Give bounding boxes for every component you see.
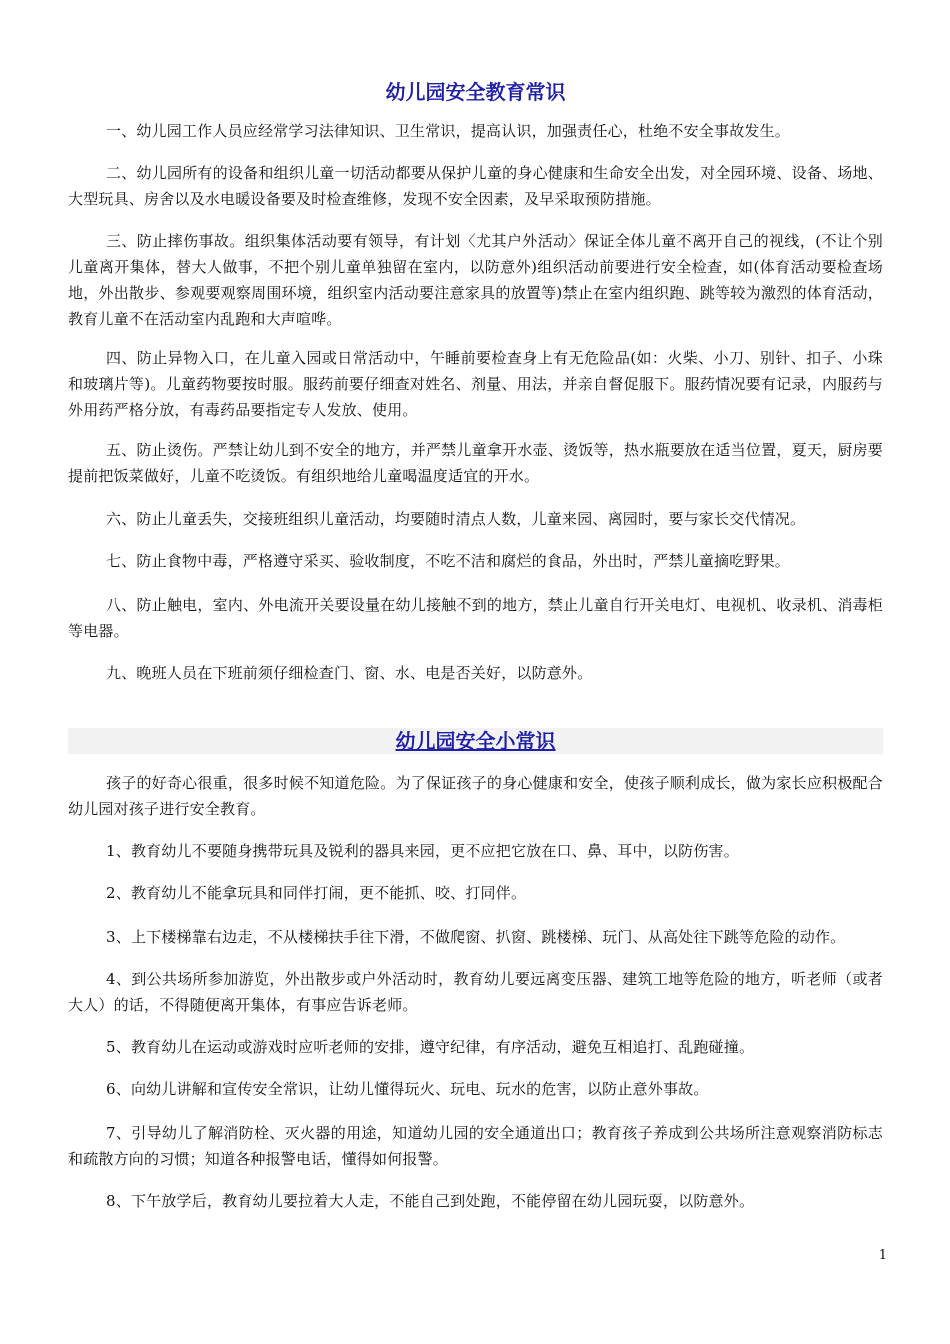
- section1-title: 幼儿园安全教育常识: [385, 80, 566, 104]
- section1-paragraph-8: 八、防止触电，室内、外电流开关要设量在幼儿接触不到的地方，禁止儿童自行开关电灯、电视机、收录机、消毒柜等电器。: [68, 596, 883, 640]
- section1-paragraph-5: 五、防止烫伤。严禁让幼儿到不安全的地方，并严禁儿童拿开水壶、烫饭等，热水瓶要放在适当位置，夏天，厨房要提前把饭菜做好，儿童不吃烫饭。有组织地给儿童喝温度适宜的开水。: [68, 441, 883, 485]
- section1-paragraph-1: 一、幼儿园工作人员应经常学习法律知识、卫生常识，提高认识，加强责任心，杜绝不安全事故发生。: [106, 122, 791, 140]
- section1-paragraph-2: 二、幼儿园所有的设备和组织儿童一切活动都要从保护儿童的身心健康和生命安全出发，对全园环境、设备、场地、大型玩具、房舍以及水电暖设备要及时检查维修，发现不安全因素，及早采取预防措施。: [68, 164, 883, 208]
- section2-paragraph-7: 7、引导幼儿了解消防栓、灭火器的用途，知道幼儿园的安全通道出口；教育孩子养成到公共场所注意观察消防标志和疏散方向的习惯；知道各种报警电话，懂得如何报警。: [68, 1124, 883, 1168]
- section2-paragraph-3: 3、上下楼梯靠右边走，不从楼梯扶手往下滑，不做爬窗、扒窗、跳楼梯、玩门、从高处往下跳等危险的动作。: [106, 928, 846, 946]
- section2-paragraph-1: 1、教育幼儿不要随身携带玩具及锐利的器具来园，更不应把它放在口、鼻、耳中，以防伤害。: [106, 842, 739, 860]
- section2-paragraph-2: 2、教育幼儿不能拿玩具和同伴打闹，更不能抓、咬、打同伴。: [106, 884, 527, 902]
- page-number: 1: [878, 1248, 887, 1263]
- section1-paragraph-7: 七、防止食物中毒，严格遵守采买、验收制度，不吃不洁和腐烂的食品，外出时，严禁儿童摘吃野果。: [106, 552, 791, 570]
- section1-paragraph-9: 九、晚班人员在下班前须仔细检查门、窗、水、电是否关好，以防意外。: [106, 664, 593, 682]
- section2-paragraph-5: 5、教育幼儿在运动或游戏时应听老师的安排，遵守纪律，有序活动，避免互相追打、乱跑碰撞。: [106, 1038, 755, 1056]
- section1-paragraph-6: 六、防止儿童丢失，交接班组织儿童活动，均要随时清点人数，儿童来园、离园时，要与家长交代情况。: [106, 510, 806, 528]
- section2-title-bar: [68, 728, 883, 754]
- section2-title[interactable]: 幼儿园安全小常识: [395, 729, 556, 753]
- section2-paragraph-8: 8、下午放学后，教育幼儿要拉着大人走，不能自己到处跑，不能停留在幼儿园玩耍，以防意外。: [106, 1192, 755, 1210]
- section1-paragraph-3: 三、防止摔伤事故。组织集体活动要有领导，有计划〈尤其户外活动〉保证全体儿童不离开自己的视线，(不让个别儿童离开集体，替大人做事，不把个别儿童单独留在室内，以防意外)组织活动前要进行安全检查，如(体育活动要检查场地，外出散步、参观要观察周围环境，组织室内活动要注意家具的放置等)禁止在室内组织跑、跳等较为激烈的体育活动，教育儿童不在活动室内乱跑和大声喧哗。: [68, 232, 883, 328]
- section2-paragraph-6: 6、向幼儿讲解和宣传安全常识，让幼儿懂得玩火、玩电、玩水的危害，以防止意外事故。: [106, 1080, 709, 1098]
- section2-paragraph-4: 4、到公共场所参加游览，外出散步或户外活动时，教育幼儿要远离变压器、建筑工地等危险的地方，听老师（或者大人）的话，不得随便离开集体，有事应告诉老师。: [68, 970, 883, 1014]
- section1-paragraph-4: 四、防止异物入口，在儿童入园或日常活动中，午睡前要检查身上有无危险品(如：火柴、小刀、别针、扣子、小珠和玻璃片等)。儿童药物要按时服。服药前要仔细查对姓名、剂量、用法，并亲自督促服下。服药情况要有记录，内服药与外用药严格分放，有毒药品要指定专人发放、使用。: [68, 349, 883, 419]
- section2-paragraph-intro: 孩子的好奇心很重，很多时候不知道危险。为了保证孩子的身心健康和安全，使孩子顺利成长，做为家长应积极配合幼儿园对孩子进行安全教育。: [68, 774, 883, 818]
